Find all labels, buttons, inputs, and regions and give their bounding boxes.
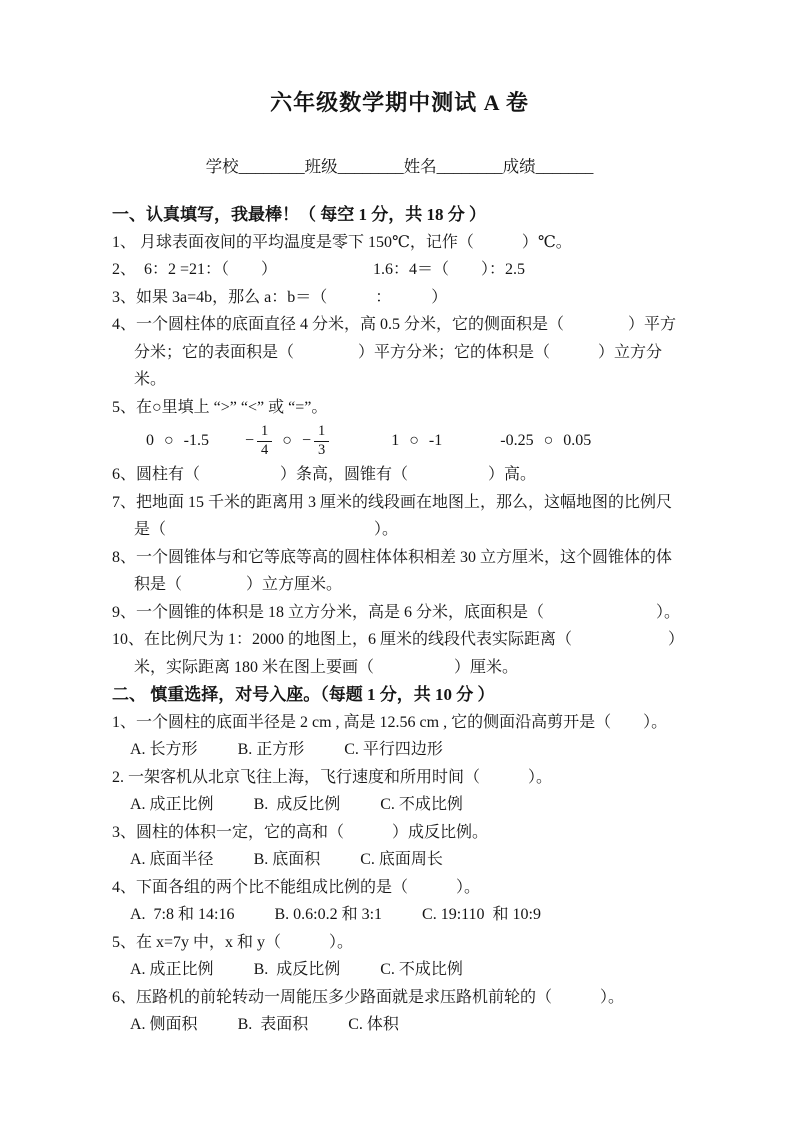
fraction-denominator: 3 <box>317 441 326 458</box>
option-a: A. 长方形 <box>130 741 198 758</box>
comparison-2 <box>245 424 329 457</box>
part1-question-10-line1: 10、在比例尺为 1：2000 的地图上，6 厘米的线段代表实际距离（ ） <box>112 631 685 648</box>
comparison-circle: ○ <box>164 432 174 449</box>
exam-title: 六年级数学期中测试 A 卷 <box>270 90 529 115</box>
option-a: A. 侧面积 <box>130 1016 198 1033</box>
fraction-numerator: 1 <box>257 424 272 441</box>
comparison-1-left: 0 <box>146 432 154 449</box>
name-label: 姓名 <box>403 157 437 176</box>
part1-question-2 <box>112 256 687 284</box>
option-b: B. 底面积 <box>253 851 321 868</box>
part1-question-8-line1: 8、一个圆锥体与和它等底等高的圆柱体体积相差 30 立方厘米，这个圆锥体的体 <box>112 548 673 566</box>
student-info-line <box>112 153 687 177</box>
option-b: B. 正方形 <box>237 741 305 758</box>
minus-sign: − <box>301 432 311 449</box>
part2-question-5: 5、在 x=7y 中，x 和 y（ ）。 <box>112 933 354 951</box>
comparison-3-right: -1 <box>428 432 443 449</box>
comparison-4-left: -0.25 <box>500 432 534 449</box>
school-blank: ________ <box>238 157 305 176</box>
option-a: A. 成正比例 <box>130 796 214 813</box>
part1-question-3: 3、如果 3a=4b，那么 a：b＝（ ： ） <box>112 288 448 306</box>
part2-question-3-options <box>112 846 687 874</box>
part2-question-5-options <box>112 956 687 984</box>
class-blank: ________ <box>337 157 404 176</box>
option-c: C. 体积 <box>348 1016 399 1033</box>
option-a: A. 底面半径 <box>130 851 214 868</box>
comparison-circle: ○ <box>409 432 419 449</box>
class-label: 班级 <box>304 157 338 176</box>
part1-question-5-comparisons <box>112 421 687 461</box>
comparison-circle: ○ <box>543 432 554 449</box>
part1-question-9: 9、一个圆锥的体积是 18 立方分米，高是 6 分米，底面积是（ ）。 <box>112 603 681 621</box>
comparison-circle: ○ <box>282 432 292 449</box>
option-a: A. 7:8 和 14:16 <box>130 906 235 923</box>
part2-question-4-options <box>112 901 687 929</box>
fraction-numerator: 1 <box>314 424 329 441</box>
part1-question-7-line1: 7、把地面 15 千米的距离用 3 厘米的线段画在地图上，那么，这幅地图的比例尺 <box>112 493 673 511</box>
school-label: 学校 <box>205 157 239 176</box>
option-c: C. 平行四边形 <box>344 741 443 758</box>
fraction-one-fourth <box>257 424 272 457</box>
score-blank: _______ <box>535 157 594 176</box>
option-b: B. 成反比例 <box>253 796 341 813</box>
option-b: B. 成反比例 <box>253 961 341 978</box>
part2-question-2-options <box>112 791 687 819</box>
part1-question-1: 1、 月球表面夜间的平均温度是零下 150℃，记作（ ）℃。 <box>112 233 572 251</box>
minus-sign: − <box>245 432 255 449</box>
part1-question-4-line2: 分米；它的表面积是（ ）平方分米；它的体积是（ ）立方分米。 <box>134 343 663 388</box>
option-b: B. 表面积 <box>237 1016 309 1033</box>
part2-question-6: 6、压路机的前轮转动一周能压多少路面就是求压路机前轮的（ ）。 <box>112 988 625 1006</box>
comparison-3 <box>391 432 442 450</box>
option-b: B. 0.6:0.2 和 3:1 <box>274 906 383 923</box>
part2-heading: 二、 慎重选择，对号入座。（每题 1 分，共 10 分 ） <box>112 685 495 704</box>
part1-question-10-line2: 米，实际距离 180 米在图上要画（ ）厘米。 <box>134 658 519 676</box>
part1-question-5: 5、在○里填上 “>” “<” 或 “=”。 <box>112 398 328 416</box>
part1-question-6: 6、圆柱有（ ）条高，圆锥有（ ）高。 <box>112 466 537 483</box>
option-c: C. 不成比例 <box>380 961 463 978</box>
part2-question-1-options <box>112 736 687 764</box>
part2-question-2: 2. 一架客机从北京飞往上海，飞行速度和所用时间（ ）。 <box>112 768 553 786</box>
comparison-4 <box>500 432 591 450</box>
option-c: C. 19:110 和 10:9 <box>422 906 542 923</box>
comparison-1 <box>146 432 209 450</box>
fraction-one-third <box>314 424 329 457</box>
comparison-1-right: -1.5 <box>183 432 209 449</box>
part1-question-7-line2: 是（ ）。 <box>134 521 399 538</box>
option-a: A. 成正比例 <box>130 961 214 978</box>
score-label: 成绩 <box>502 157 536 176</box>
fraction-denominator: 4 <box>261 441 269 458</box>
part2-question-1: 1、一个圆柱的底面半径是 2 cm , 高是 12.56 cm , 它的侧面沿高剪开是（ ）。 <box>112 713 668 731</box>
name-blank: ________ <box>436 157 503 176</box>
part1-heading: 一、认真填写，我最棒！（ 每空 1 分，共 18 分 ） <box>112 205 486 224</box>
part2-question-3: 3、圆柱的体积一定，它的高和（ ）成反比例。 <box>112 823 489 841</box>
part2-question-4: 4、下面各组的两个比不能组成比例的是（ ）。 <box>112 878 481 896</box>
comparison-3-left: 1 <box>391 432 400 449</box>
part2-question-6-options <box>112 1011 687 1039</box>
part1-question-4-line1: 4、一个圆柱体的底面直径 4 分米，高 0.5 分米，它的侧面积是（ ）平方 <box>112 316 677 333</box>
part1-question-2-left: 2、 6：2 =21：（ ） <box>112 261 278 278</box>
part1-question-2-right: 1.6：4＝（ ）：2.5 <box>373 261 526 278</box>
option-c: C. 不成比例 <box>380 796 463 813</box>
part1-question-8-line2: 积是（ ）立方厘米。 <box>134 576 343 593</box>
option-c: C. 底面周长 <box>360 851 443 868</box>
comparison-4-right: 0.05 <box>563 432 592 449</box>
